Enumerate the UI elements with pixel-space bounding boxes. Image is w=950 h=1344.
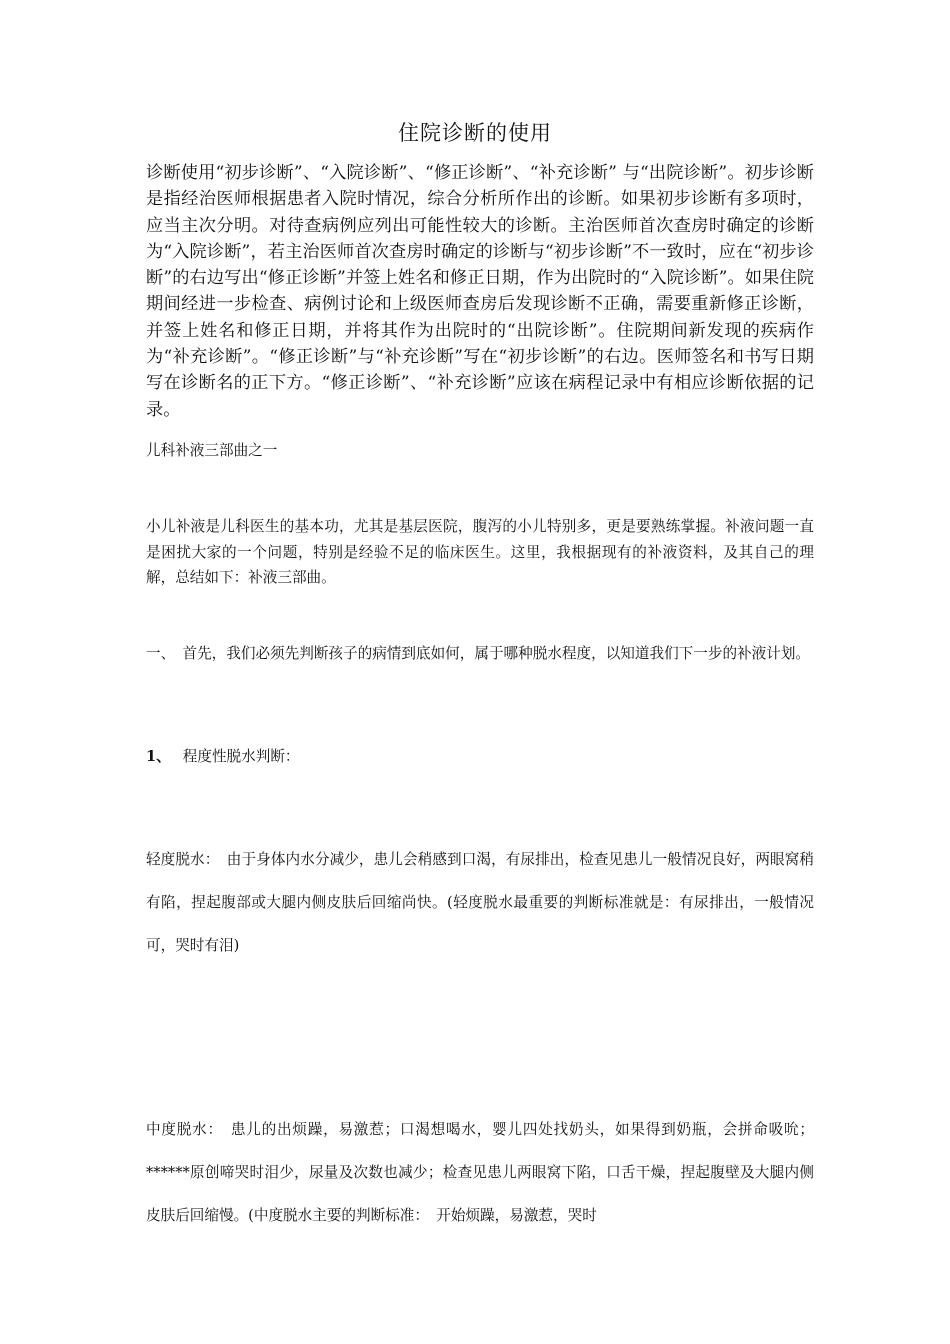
dehydration-heading — [146, 747, 814, 767]
fluid-therapy-intro: 小儿补液是儿科医生的基本功，尤其是基层医院，腹泻的小儿特别多，更是要熟练掌握。补液问题一直是困扰大家的一个问题，特别是经验不足的临床医生。这里，我根据现有的补液资料，及其自己的理解，总结如下：补液三部曲。 — [146, 518, 814, 586]
diagnosis-paragraph: 诊断使用“初步诊断”、“入院诊断”、“修正诊断”、“补充诊断” 与“出院诊断”。初步诊断是指经治医师根据患者入院时情况，综合分析所作出的诊断。如果初步诊断有多项时，应当主次分明。对待查病例应列出可能性较大的诊断。主治医师首次查房时确定的诊断为“入院诊断”，若主治医师首次查房时确定的诊断与“初步诊断”不一致时，应在“初步诊断”的右边写出“修正诊断”并签上姓名和修正日期，作为出院时的“入院诊断”。如果住院期间经进一步检查、病例讨论和上级医师查房后发现诊断不正确，需要重新修正诊断，并签上姓名和修正日期，并将其作为出院时的“出院诊断”。住院期间新发现的疾病作为“补充诊断”。“修正诊断”与“补充诊断”写在“初步诊断”的右边。医师签名和书写日期写在诊断名的正下方。“修正诊断”、“补充诊断”应该在病程记录中有相应诊断依据的记录。 — [146, 163, 814, 420]
moderate-dehydration-paragraph: 中度脱水： 患儿的出烦躁，易激惹；口渴想喝水，婴儿四处找奶头，如果得到奶瓶，会拼命吸吮；******原创啼哭时泪少，尿量及次数也减少；检查见患儿两眼窝下陷，口舌干燥，捏起腹壁及大腿内侧皮肤后回缩慢。(中度脱水主要的判断标准： 开始烦躁，易激惹，哭时 — [146, 1121, 814, 1224]
section-number: 1、 — [146, 748, 171, 765]
section-title: 程度性脱水判断： — [182, 748, 300, 765]
document-title: 住院诊断的使用 — [398, 121, 552, 145]
mild-dehydration-paragraph: 轻度脱水： 由于身体内水分减少，患儿会稍感到口渴，有尿排出，检查见患儿一般情况良好，两眼窝稍有陷，捏起腹部或大腿内侧皮肤后回缩尚快。(轻度脱水最重要的判断标准就是：有尿排出，一般情况可，哭时有泪) — [146, 851, 814, 954]
step-one-paragraph: 一、 首先，我们必须先判断孩子的病情到底如何，属于哪种脱水程度，以知道我们下一步的补液计划。 — [146, 645, 811, 662]
section-subheading: 儿科补液三部曲之一 — [146, 442, 278, 459]
